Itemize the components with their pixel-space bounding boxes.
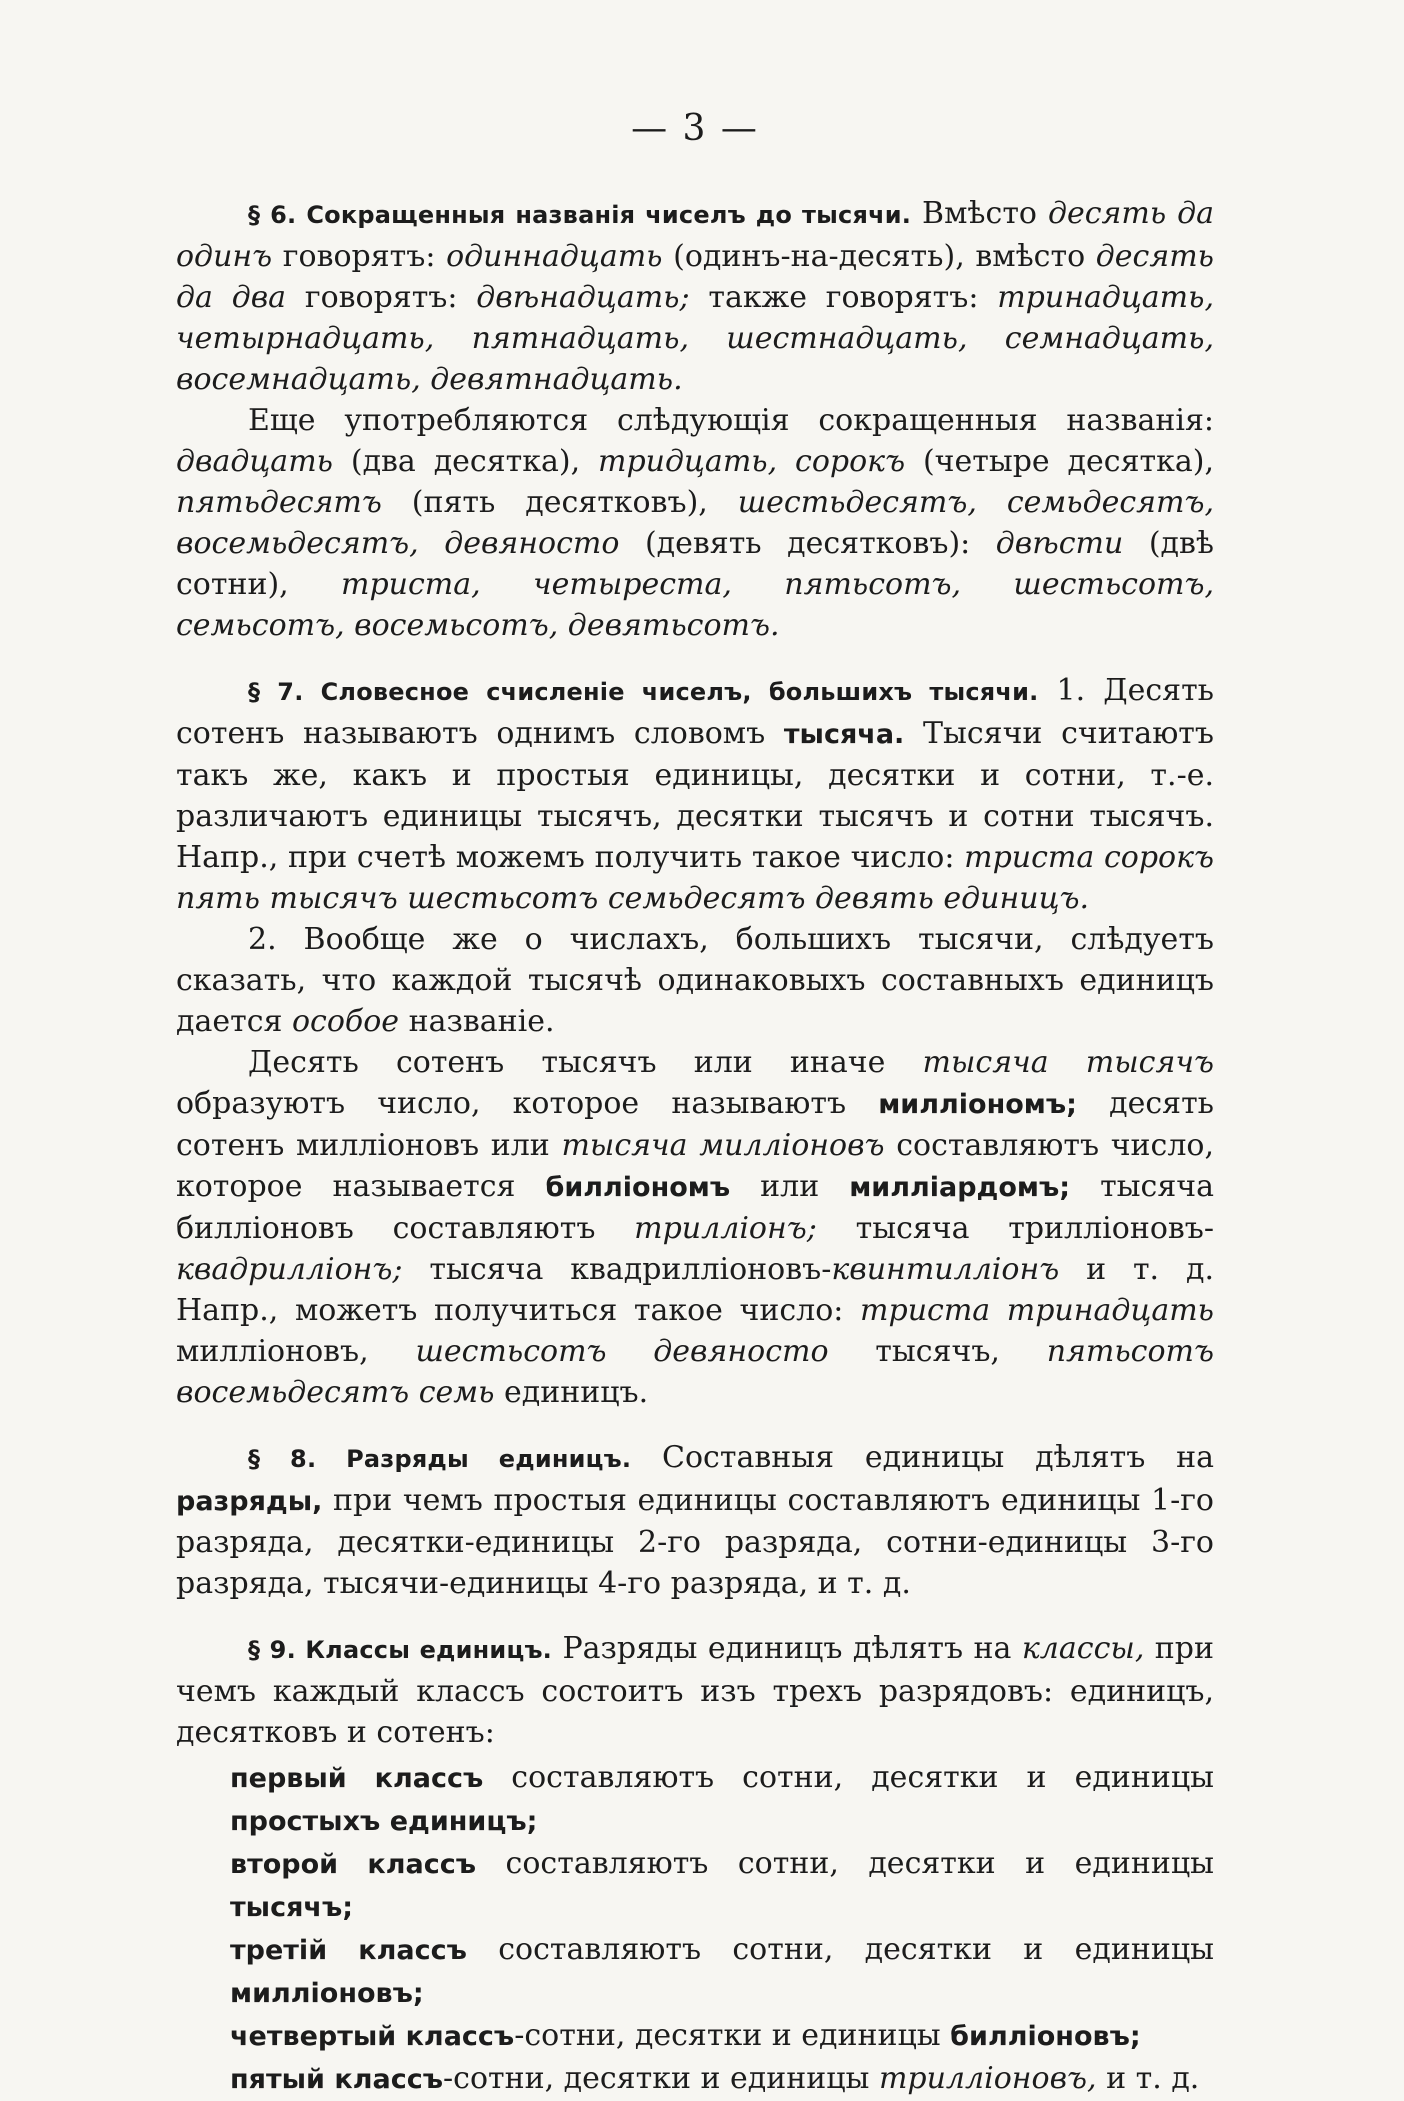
- italic-run: трилліоновъ,: [878, 2061, 1097, 2096]
- text-run: составляютъ сотни, десятки и единицы: [466, 1932, 1214, 1967]
- section-8-paragraph-1: [176, 1437, 1214, 1604]
- section-9: [176, 1628, 1214, 2101]
- text-run: Разряды единицъ дѣлятъ на: [552, 1631, 1022, 1666]
- italic-run: тринадцать, четырнадцать, пятнадцать, шестнадцать, семнадцать, восемнадцать, девятнадцать.: [176, 280, 1214, 397]
- section-6-heading: § 6. Сокращенныя названія чиселъ до тысячи.: [248, 201, 912, 229]
- italic-run: пятьсотъ восемьдесятъ семь: [176, 1334, 1214, 1410]
- section-7-text-1: [176, 673, 1214, 916]
- section-8-heading: § 8. Разряды единицъ.: [248, 1445, 632, 1473]
- bold-run: третій классъ: [230, 1935, 467, 1966]
- text-run: говорятъ:: [272, 239, 447, 274]
- bold-run: тысяча.: [783, 719, 905, 750]
- italic-run: тридцать, сорокъ: [598, 444, 906, 479]
- text-run: составляютъ число, которое называется: [176, 1128, 1214, 1204]
- class-line: [176, 1757, 1214, 1843]
- text-run: или: [730, 1169, 850, 1204]
- text-run: (девять десятковъ):: [619, 526, 996, 561]
- italic-run: тысяча тысячъ: [922, 1045, 1214, 1080]
- text-run: десять сотенъ милліоновъ или: [176, 1086, 1215, 1163]
- italic-run: шестьсотъ девяносто: [415, 1334, 829, 1369]
- text-run: Вмѣсто: [911, 196, 1048, 231]
- section-6: [176, 193, 1214, 646]
- italic-run: особое: [291, 1004, 400, 1039]
- bold-run: пятый классъ: [230, 2064, 443, 2095]
- section-7-heading: § 7. Словесное счисленіе чиселъ, большихъ тысячи.: [248, 678, 1039, 706]
- class-line: [176, 2058, 1214, 2101]
- text-run: (одинъ-на-десять), вмѣсто: [662, 239, 1096, 274]
- section-6-paragraph-2: [176, 400, 1214, 646]
- text-run: образуютъ число, которое называютъ: [176, 1086, 879, 1121]
- text-run: и т. д. Напр., можетъ получиться такое число:: [176, 1252, 1214, 1328]
- text-run: и т. д.: [1096, 2061, 1200, 2096]
- text-run: милліоновъ,: [176, 1334, 416, 1369]
- bold-run: тысячъ;: [230, 1892, 354, 1923]
- bold-run: билліономъ: [545, 1172, 731, 1203]
- bold-run: второй классъ: [230, 1849, 477, 1880]
- italic-run: двѣсти: [995, 526, 1124, 561]
- bold-run: милліардомъ;: [849, 1172, 1071, 1203]
- class-list: [176, 1757, 1214, 2101]
- italic-run: трилліонъ;: [634, 1211, 817, 1246]
- text-run: Составныя единицы дѣлятъ на: [631, 1440, 1215, 1475]
- text-run: также говорятъ:: [689, 280, 998, 315]
- page-number: — 3 —: [631, 108, 759, 149]
- text-run: Тысячи считаютъ такъ же, какъ и простыя единицы, десятки и сотни, т.-е. различаютъ единицы тысячъ, десятки тысячъ и сотни тысячъ. Напр., при счетѣ можемъ получить такое число:: [176, 716, 1214, 875]
- text-run: Десять сотенъ тысячъ или иначе: [248, 1045, 923, 1080]
- text-run: тысяча квадрилліоновъ-: [402, 1252, 832, 1287]
- text-run: составляютъ сотни, десятки и единицы: [476, 1846, 1214, 1881]
- italic-run: триста тринадцать: [860, 1293, 1215, 1328]
- bold-run: простыхъ единицъ;: [230, 1806, 538, 1837]
- italic-run: триста сорокъ пять тысячъ шестьсотъ семьдесятъ девять единицъ.: [176, 840, 1214, 916]
- text-run: 1. Десять сотенъ называютъ однимъ словомъ: [176, 673, 1214, 751]
- section-6-paragraph-1: [176, 193, 1214, 400]
- text-run: тысяча билліоновъ составляютъ: [176, 1169, 1214, 1246]
- italic-run: тысяча милліоновъ: [561, 1128, 885, 1163]
- bold-run: милліономъ;: [878, 1089, 1077, 1120]
- text-run: -сотни, десятки и единицы: [443, 2061, 879, 2096]
- bold-run: милліоновъ;: [230, 1978, 424, 2009]
- class-line: [176, 2015, 1214, 2058]
- italic-run: триста, четыреста, пятьсотъ, шестьсотъ, семьсотъ, восемьсотъ, девятьсотъ.: [176, 567, 1214, 643]
- italic-run: двадцать: [176, 444, 333, 479]
- section-7-paragraph-2: [176, 919, 1214, 1042]
- text-run: (пять десятковъ),: [381, 485, 738, 520]
- text-run: при чемъ простыя единицы составляютъ единицы 1-го разряда, десятки-единицы 2-го разряда, сотни-единицы 3-го разряда, тысячи-единицы 4-го разряда, и т. д.: [176, 1483, 1214, 1601]
- section-8: [176, 1437, 1214, 1604]
- section-7-paragraph-3: [176, 1042, 1214, 1413]
- text-run: (двѣ сотни),: [176, 526, 1214, 602]
- text-run: (два десятка),: [332, 444, 599, 479]
- italic-run: квадрилліонъ;: [176, 1252, 403, 1287]
- italic-run: десять да одинъ: [176, 196, 1214, 274]
- text-run: тысяча трилліоновъ-: [816, 1211, 1214, 1246]
- italic-run: квинтилліонъ: [831, 1252, 1060, 1287]
- text-run: названіе.: [399, 1004, 555, 1039]
- section-7-paragraph-1: [176, 670, 1214, 919]
- class-line: [176, 1929, 1214, 2015]
- bold-run: билліоновъ;: [950, 2021, 1141, 2052]
- text-run: Еще употребляются слѣдующія сокращенныя названія:: [248, 403, 1214, 438]
- italic-run: десять да два: [176, 239, 1214, 315]
- italic-run: шестьдесятъ, семьдесятъ, восемьдесятъ, девяносто: [176, 485, 1214, 561]
- section-7: [176, 670, 1214, 1413]
- text-run: говорятъ:: [286, 280, 477, 315]
- bold-run: первый классъ: [230, 1763, 484, 1794]
- text-run: тысячъ,: [828, 1334, 1047, 1369]
- italic-run: двѣнадцать;: [476, 280, 690, 315]
- section-9-paragraph-1: [176, 1628, 1214, 1753]
- text-run: (четыре десятка),: [905, 444, 1214, 479]
- text-run: при чемъ каждый классъ состоитъ изъ трехъ разрядовъ: единицъ, десятковъ и сотенъ:: [176, 1631, 1215, 1750]
- section-9-heading: § 9. Классы единицъ.: [248, 1636, 552, 1664]
- bold-run: разряды,: [176, 1486, 323, 1517]
- italic-run: пятьдесятъ: [176, 485, 382, 520]
- text-run: 2. Вообще же о числахъ, большихъ тысячи, слѣдуетъ сказать, что каждой тысячѣ одинаковыхъ составныхъ единицъ дается: [176, 922, 1214, 1039]
- italic-run: классы,: [1021, 1631, 1145, 1666]
- class-line: [176, 1843, 1214, 1929]
- text-run: -сотни, десятки и единицы: [514, 2018, 951, 2053]
- text-run: составляютъ сотни, десятки и единицы: [483, 1760, 1214, 1795]
- bold-run: четвертый классъ: [230, 2021, 515, 2052]
- text-run: единицъ.: [494, 1375, 649, 1410]
- italic-run: одиннадцать: [446, 239, 663, 274]
